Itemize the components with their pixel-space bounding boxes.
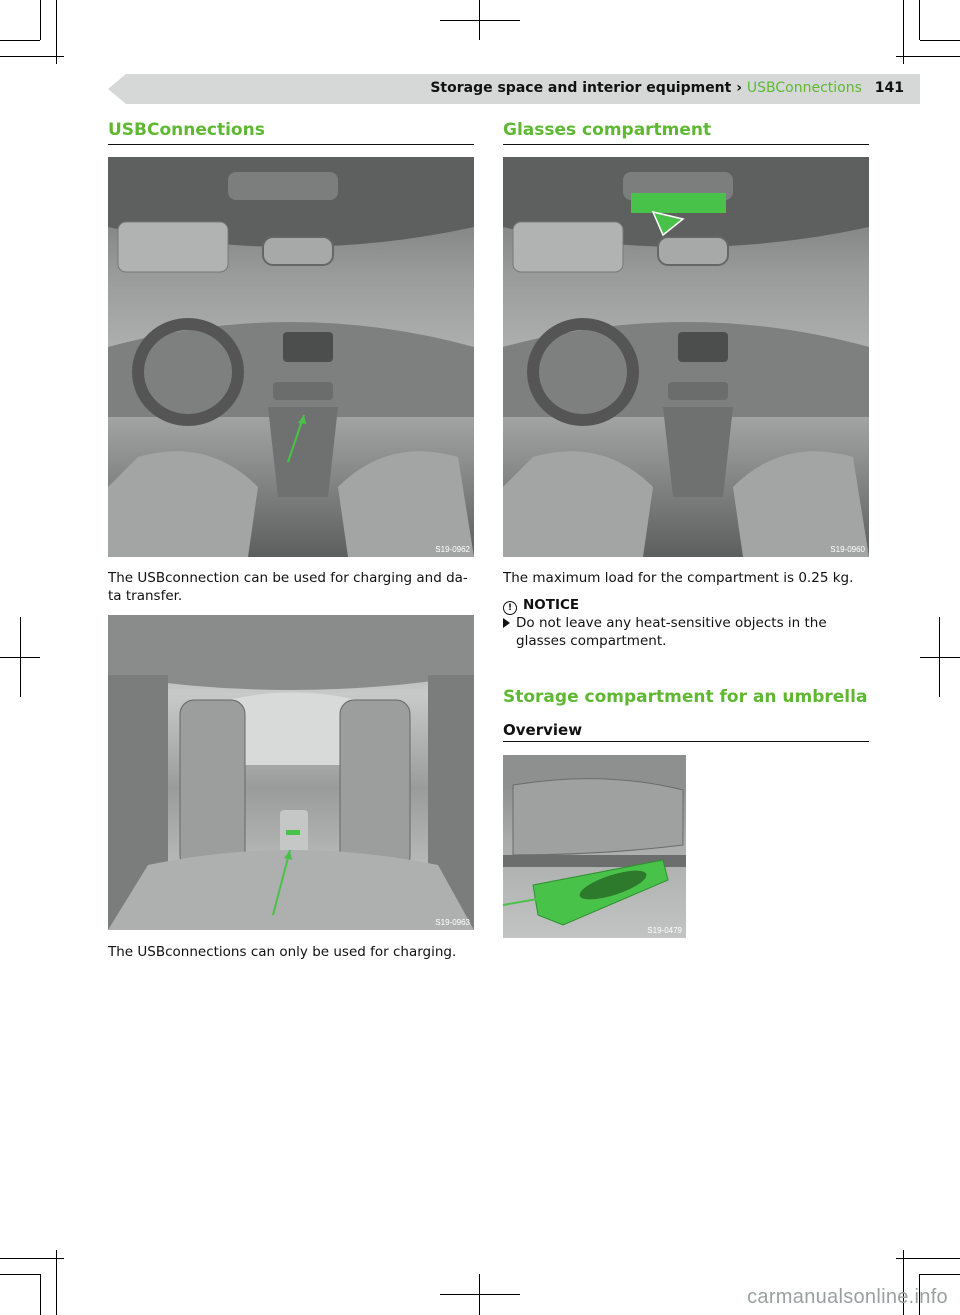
crop-mark <box>0 56 64 57</box>
figure-code: S19-0960 <box>830 545 865 554</box>
umbrella-storage-illustration <box>503 755 686 938</box>
heading-rule <box>503 741 869 742</box>
notice-item-text: Do not leave any heat-sensitive objects in the glasses compartment. <box>516 615 827 649</box>
crop-mark <box>903 0 904 64</box>
page-number: 141 <box>874 80 904 96</box>
figure-code: S19-0963 <box>435 918 470 927</box>
crop-mark <box>479 1274 480 1315</box>
crop-mark <box>56 0 57 64</box>
breadcrumb-current: USBConnections <box>746 80 862 96</box>
glasses-compartment-illustration <box>503 157 869 557</box>
car-interior-illustration <box>108 157 474 557</box>
crop-mark <box>896 1258 960 1259</box>
section-heading-glasses: Glasses compartment <box>503 120 712 140</box>
crop-mark <box>896 56 960 57</box>
crop-mark <box>40 0 41 40</box>
watermark-logo: carmanualsonline.info <box>747 1286 948 1308</box>
figure-glasses-compartment <box>503 157 869 557</box>
figure-umbrella <box>503 755 686 938</box>
figure-usb-rear <box>108 615 474 930</box>
crop-mark <box>920 657 960 658</box>
notice-icon: ! <box>503 601 517 615</box>
crop-mark <box>440 1294 520 1295</box>
section-heading-usb: USBConnections <box>108 120 265 140</box>
figure-code: S19-0962 <box>435 545 470 554</box>
crop-mark <box>920 1274 960 1275</box>
crop-mark <box>920 40 960 41</box>
crop-mark <box>0 1274 40 1275</box>
crop-mark <box>939 617 940 697</box>
overview-heading: Overview <box>503 721 583 739</box>
figure-code: S19-0479 <box>647 926 682 935</box>
crop-mark <box>440 20 520 21</box>
breadcrumb-section: Storage space and interior equipment <box>430 80 732 96</box>
crop-mark <box>919 0 920 40</box>
section-heading-umbrella: Storage compartment for an umbrella <box>503 687 868 707</box>
crop-mark <box>479 0 480 40</box>
figure-usb-dashboard <box>108 157 474 557</box>
notice-list-item <box>503 614 856 650</box>
heading-rule <box>108 144 474 145</box>
crop-mark <box>0 40 40 41</box>
notice-heading <box>503 597 579 615</box>
rear-seat-illustration <box>108 615 474 930</box>
crop-mark <box>0 1258 64 1259</box>
breadcrumb-separator: › <box>736 80 742 96</box>
breadcrumb <box>430 80 904 96</box>
crop-mark <box>20 617 21 697</box>
crop-mark <box>40 1274 41 1315</box>
notice-label: NOTICE <box>523 597 580 613</box>
glasses-paragraph-1: The maximum load for the compartment is 0.25 kg. <box>503 570 854 586</box>
crop-mark <box>56 1250 57 1315</box>
bullet-triangle-icon <box>503 618 510 628</box>
heading-rule <box>503 144 869 145</box>
usb-paragraph-2: The USBconnections can only be used for charging. <box>108 944 457 960</box>
usb-paragraph-1: The USBconnection can be used for charging and da-ta transfer. <box>108 570 468 604</box>
